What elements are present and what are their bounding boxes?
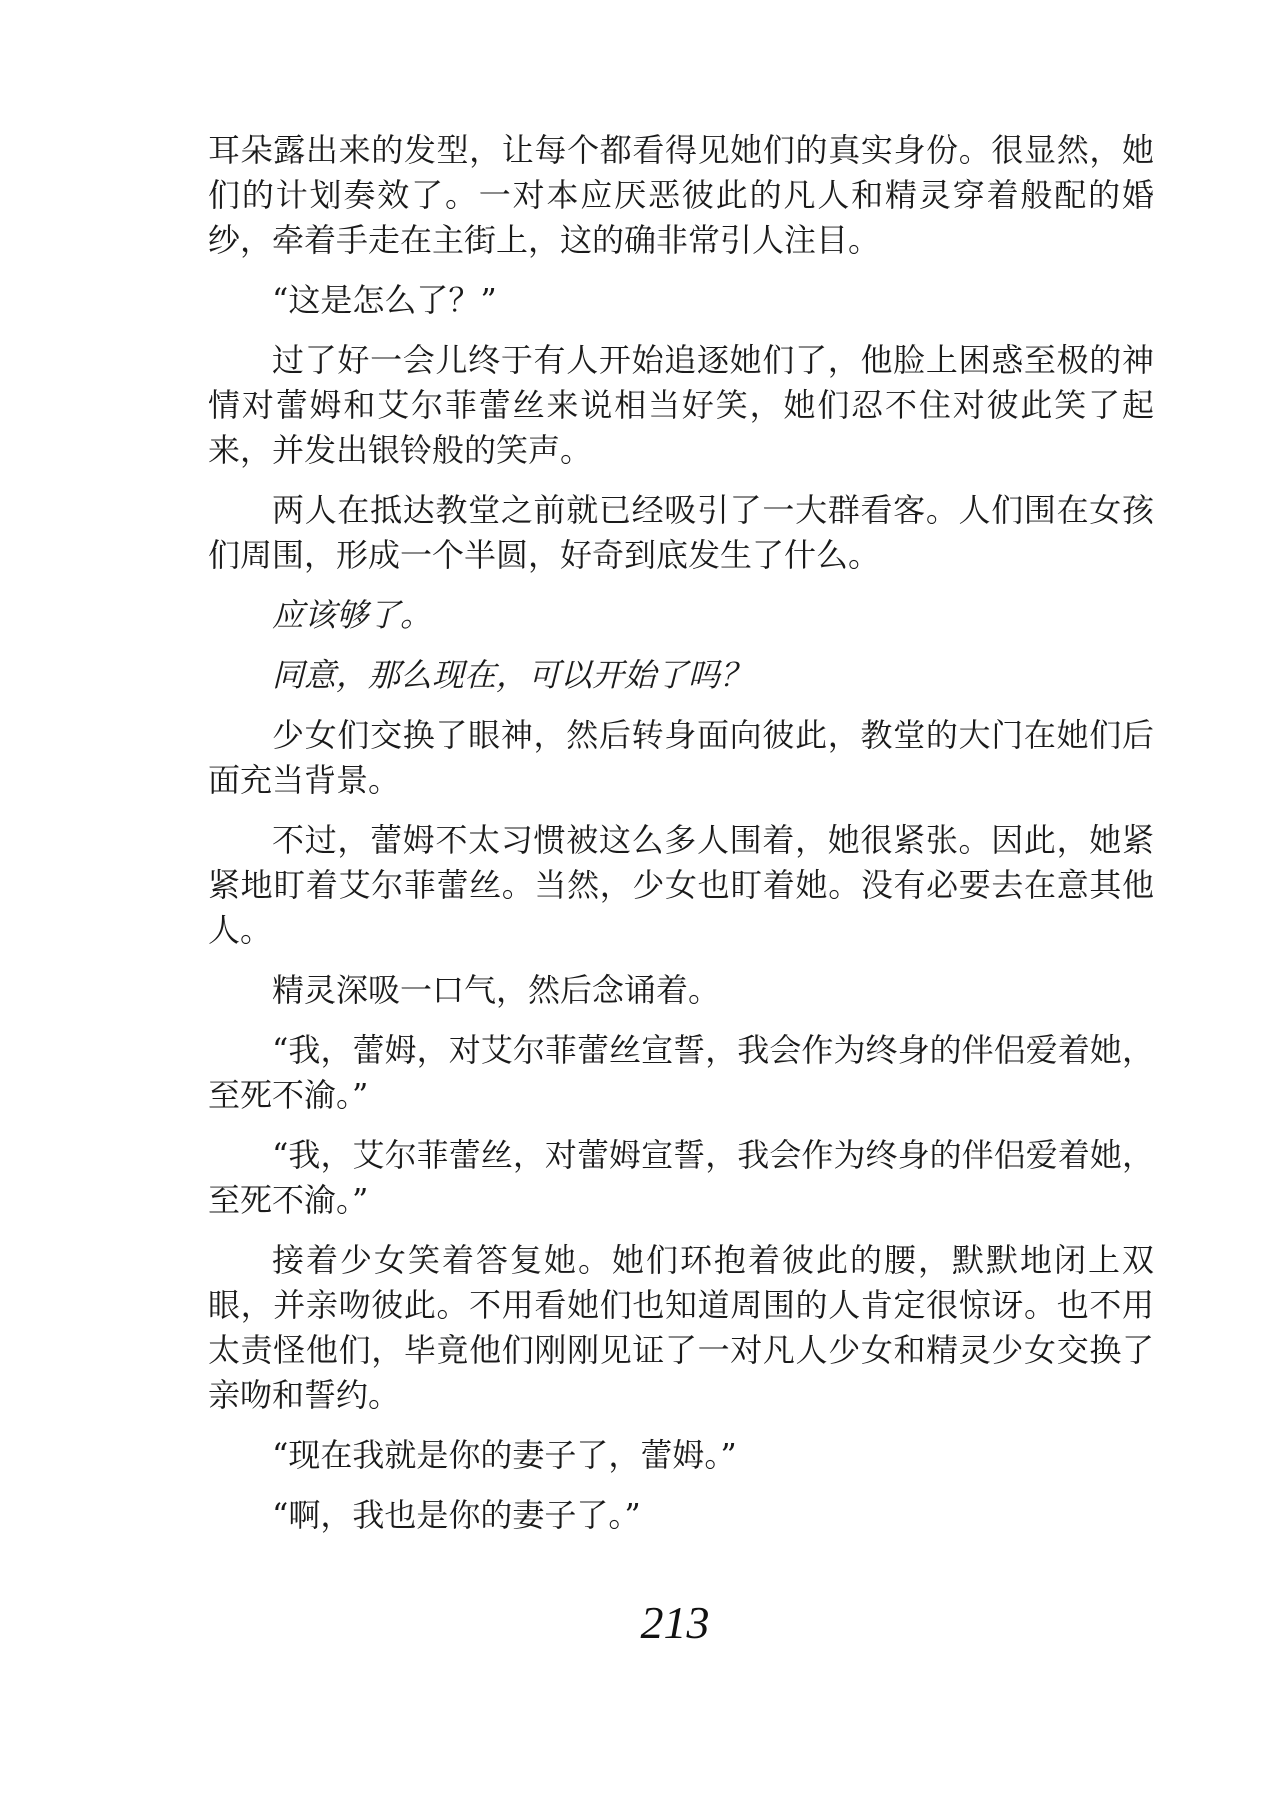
page-number: 213 — [640, 1597, 710, 1648]
body-text — [208, 128, 1154, 1553]
paragraph: 接着少女笑着答复她。她们环抱着彼此的腰，默默地闭上双眼，并亲吻彼此。不用看她们也知道周围的人肯定很惊讶。也不用太责怪他们，毕竟他们刚刚见证了一对凡人少女和精灵少女交换了亲吻和誓约。 — [208, 1241, 1154, 1414]
paragraph: “这是怎么了？” — [272, 281, 497, 319]
paragraph: “我，艾尔菲蕾丝，对蕾姆宣誓，我会作为终身的伴侣爱着她，至死不渝。” — [208, 1136, 1154, 1219]
paragraph: “现在我就是你的妻子了，蕾姆。” — [272, 1436, 737, 1474]
paragraph: 少女们交换了眼神，然后转身面向彼此，教堂的大门在她们后面充当背景。 — [208, 716, 1154, 799]
paragraph: 过了好一会儿终于有人开始追逐她们了，他脸上困惑至极的神情对蕾姆和艾尔菲蕾丝来说相当好笑，她们忍不住对彼此笑了起来，并发出银铃般的笑声。 — [208, 341, 1154, 469]
paragraph: “啊，我也是你的妻子了。” — [272, 1496, 641, 1534]
paragraph: “我，蕾姆，对艾尔菲蕾丝宣誓，我会作为终身的伴侣爱着她，至死不渝。” — [208, 1031, 1154, 1114]
paragraph-thought: 应该够了。 — [272, 596, 433, 634]
paragraph: 耳朵露出来的发型，让每个都看得见她们的真实身份。很显然，她们的计划奏效了。一对本应厌恶彼此的凡人和精灵穿着般配的婚纱，牵着手走在主街上，这的确非常引人注目。 — [208, 131, 1154, 259]
paragraph-thought: 同意，那么现在，可以开始了吗？ — [272, 656, 753, 694]
paragraph: 两人在抵达教堂之前就已经吸引了一大群看客。人们围在女孩们周围，形成一个半圆，好奇到底发生了什么。 — [208, 491, 1154, 574]
paragraph: 不过，蕾姆不太习惯被这么多人围着，她很紧张。因此，她紧紧地盯着艾尔菲蕾丝。当然，少女也盯着她。没有必要去在意其他人。 — [208, 821, 1154, 949]
paragraph: 精灵深吸一口气，然后念诵着。 — [272, 971, 721, 1009]
